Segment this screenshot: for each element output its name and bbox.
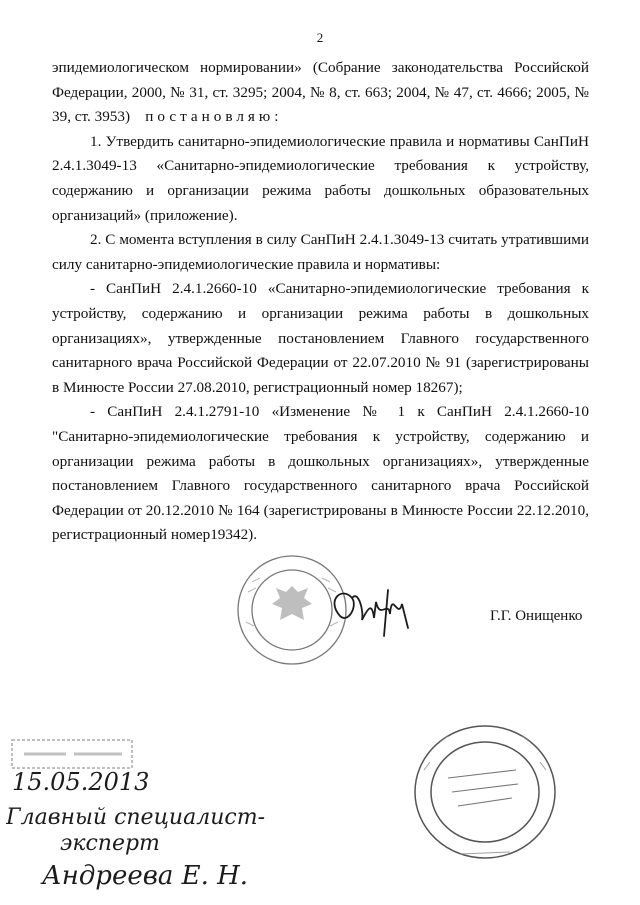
document-body	[52, 56, 589, 548]
paragraph-item-2: 2. С момента вступления в силу СанПиН 2.4.1.3049-13 считать утратившими силу санитарно-эпидемиологические правила и нормативы:	[52, 231, 589, 273]
legal-basis-text: эпидемиологическом нормировании» (Собрание законодательства Российской Федерации, 2000, № 31, ст. 3295; 2004, № 8, ст. 663; 2004, № 47, ст. 4666; 2005, № 39, ст. 3953)	[52, 59, 589, 126]
handwritten-position: Главный специалист-	[6, 805, 266, 830]
paragraph-sanpin-2660: - СанПиН 2.4.1.2660-10 «Санитарно-эпидемиологические требования к устройству, содержанию и организации режима работы в дошкольных организациях», утвержденные постановлением Главного государственного санитарного врача Российской Федерации от 22.07.2010 № 91 (зарегистрированы в Минюсте России 27.08.2010, регистрационный номер 18267);	[52, 280, 589, 396]
paragraph-item-1: 1. Утвердить санитарно-эпидемиологические правила и нормативы СанПиН 2.4.1.3049-13 «Санитарно-эпидемиологические требования к устройству, содержанию и организации режима работы дошкольных образовательных организаций» (приложение).	[52, 132, 589, 224]
decree-word: постановляю:	[145, 108, 283, 126]
paragraph-legal-basis	[52, 56, 589, 130]
signer-name: Г.Г. Онищенко	[490, 608, 583, 624]
page-number: 2	[316, 30, 324, 45]
handwritten-position-2: эксперт	[60, 831, 160, 856]
rectangular-stamp	[10, 738, 135, 772]
paragraph-sanpin-2791: - СанПиН 2.4.1.2791-10 «Изменение № 1 к СанПиН 2.4.1.2660-10 "Санитарно-эпидемиологические требования к устройству, содержанию и организации режима работы в дошкольных организациях», утвержденные постановлением Главного государственного санитарного врача Российской Федерации от 20.12.2010 № 164 (зарегистрированы в Минюсте России 22.12.2010, регистрационный номер19342).	[52, 403, 589, 544]
registration-stamp	[400, 712, 570, 872]
handwritten-note	[6, 768, 336, 893]
handwritten-date: 15.05.2013	[12, 768, 150, 796]
handwritten-name: Андреева Е. Н.	[42, 861, 249, 891]
signature	[318, 580, 418, 640]
